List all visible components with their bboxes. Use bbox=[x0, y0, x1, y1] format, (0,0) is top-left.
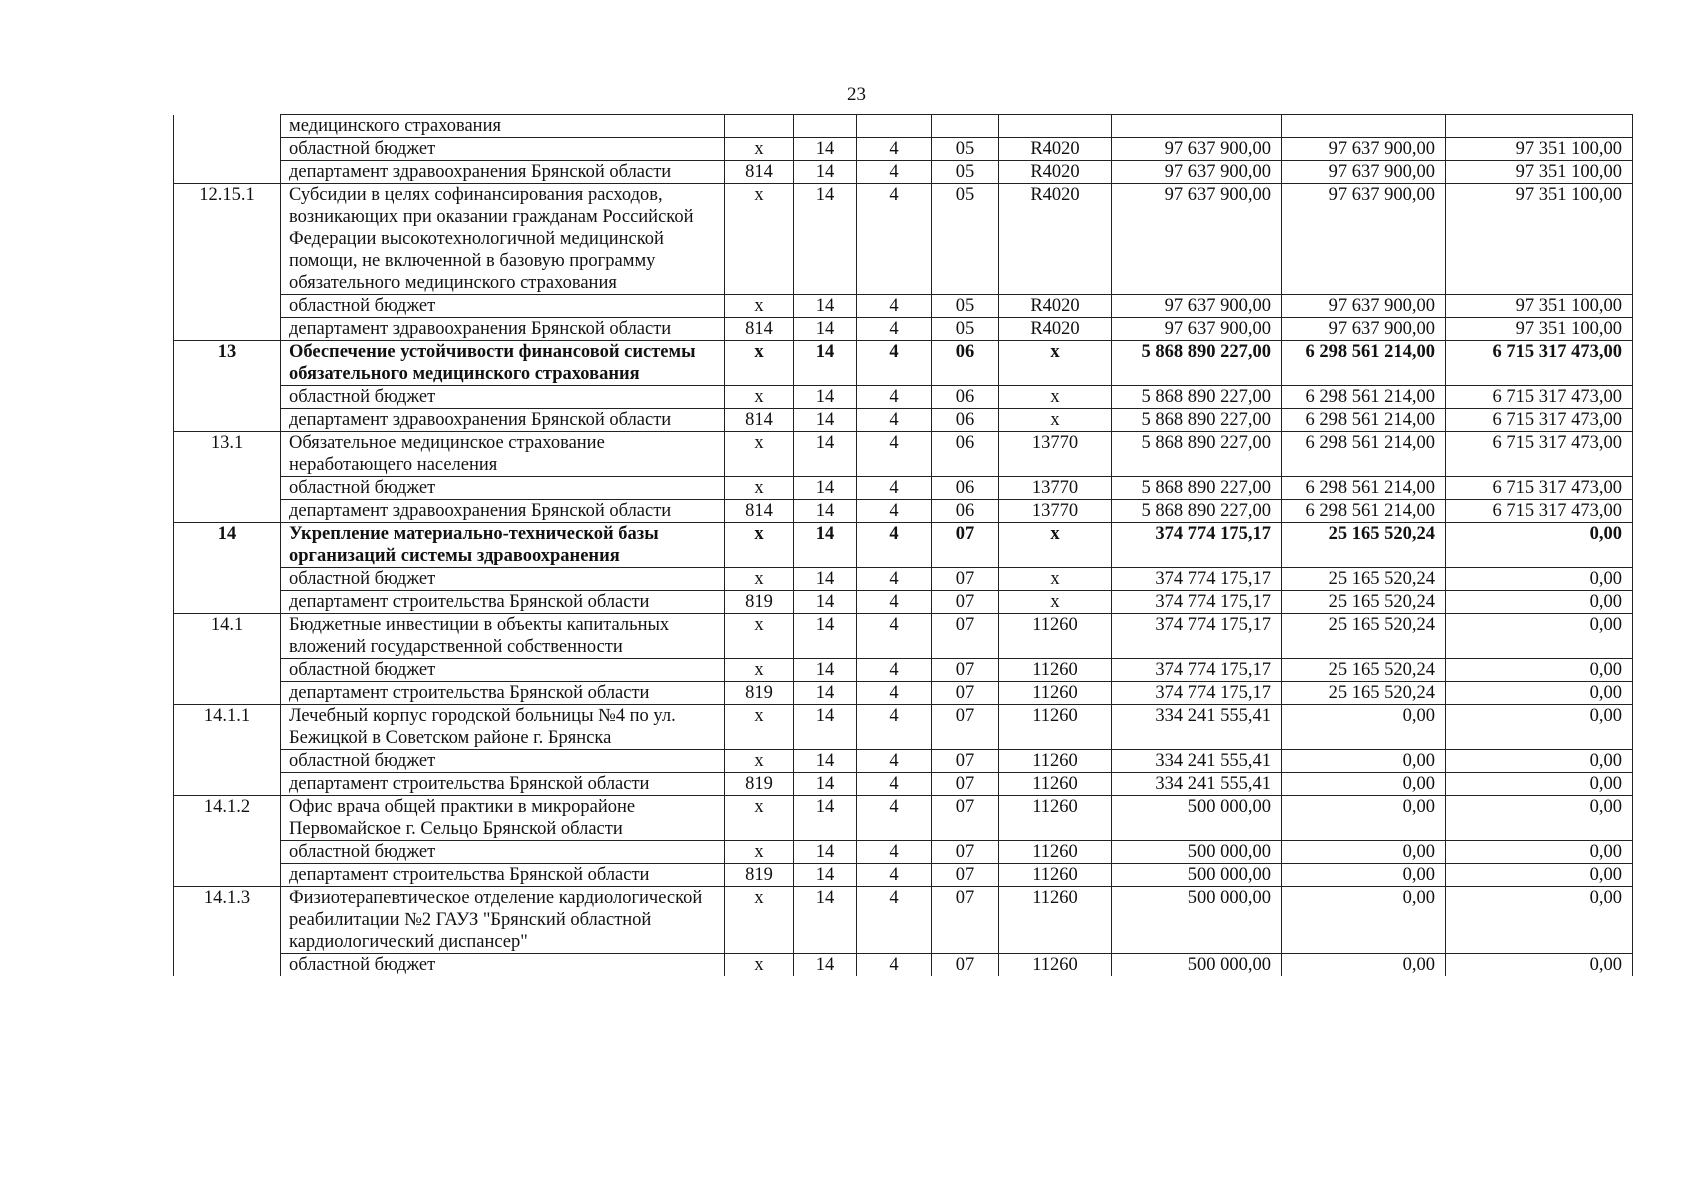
program-code-cell: 14 bbox=[794, 682, 857, 705]
row-number-cell bbox=[174, 115, 281, 138]
item-name-cell: департамент здравоохранения Брянской области bbox=[281, 409, 725, 432]
item-name-cell: областной бюджет bbox=[281, 841, 725, 864]
table-row bbox=[174, 523, 1633, 568]
grbs-code-cell: х bbox=[725, 705, 794, 750]
grbs-code-cell: х bbox=[725, 138, 794, 161]
amount-year-1-cell: 374 774 175,17 bbox=[1112, 591, 1282, 614]
event-code-cell: 06 bbox=[932, 477, 999, 500]
amount-year-3-cell: 0,00 bbox=[1446, 591, 1633, 614]
item-name-cell: Обязательное медицинское страхование неработающего населения bbox=[281, 432, 725, 477]
budget-table bbox=[173, 114, 1633, 976]
amount-year-1-cell: 334 241 555,41 bbox=[1112, 705, 1282, 750]
direction-code-cell: х bbox=[999, 591, 1112, 614]
amount-year-3-cell: 0,00 bbox=[1446, 796, 1633, 841]
amount-year-2-cell: 25 165 520,24 bbox=[1282, 659, 1446, 682]
table-row bbox=[174, 705, 1633, 750]
subprogram-code-cell: 4 bbox=[857, 138, 932, 161]
amount-year-2-cell: 6 298 561 214,00 bbox=[1282, 432, 1446, 477]
event-code-cell: 07 bbox=[932, 523, 999, 568]
event-code-cell: 05 bbox=[932, 138, 999, 161]
amount-year-1-cell: 97 637 900,00 bbox=[1112, 184, 1282, 295]
amount-year-2-cell: 97 637 900,00 bbox=[1282, 295, 1446, 318]
amount-year-2-cell bbox=[1282, 115, 1446, 138]
amount-year-3-cell: 6 715 317 473,00 bbox=[1446, 432, 1633, 477]
item-name-cell: областной бюджет bbox=[281, 386, 725, 409]
row-number-cell bbox=[174, 138, 281, 161]
event-code-cell bbox=[932, 115, 999, 138]
amount-year-2-cell: 25 165 520,24 bbox=[1282, 682, 1446, 705]
grbs-code-cell bbox=[725, 115, 794, 138]
amount-year-1-cell: 5 868 890 227,00 bbox=[1112, 432, 1282, 477]
amount-year-3-cell: 6 715 317 473,00 bbox=[1446, 500, 1633, 523]
amount-year-3-cell: 6 715 317 473,00 bbox=[1446, 341, 1633, 386]
subprogram-code-cell: 4 bbox=[857, 796, 932, 841]
grbs-code-cell: х bbox=[725, 432, 794, 477]
row-number-cell: 12.15.1 bbox=[174, 184, 281, 295]
amount-year-3-cell: 6 715 317 473,00 bbox=[1446, 386, 1633, 409]
direction-code-cell: 11260 bbox=[999, 773, 1112, 796]
subprogram-code-cell: 4 bbox=[857, 841, 932, 864]
direction-code-cell: 11260 bbox=[999, 682, 1112, 705]
event-code-cell: 07 bbox=[932, 568, 999, 591]
row-number-cell bbox=[174, 773, 281, 796]
grbs-code-cell: х bbox=[725, 887, 794, 954]
amount-year-2-cell: 0,00 bbox=[1282, 887, 1446, 954]
amount-year-1-cell: 500 000,00 bbox=[1112, 796, 1282, 841]
event-code-cell: 05 bbox=[932, 161, 999, 184]
grbs-code-cell: 819 bbox=[725, 864, 794, 887]
event-code-cell: 05 bbox=[932, 295, 999, 318]
table-row bbox=[174, 184, 1633, 295]
direction-code-cell: 13770 bbox=[999, 432, 1112, 477]
amount-year-2-cell: 6 298 561 214,00 bbox=[1282, 341, 1446, 386]
program-code-cell: 14 bbox=[794, 341, 857, 386]
amount-year-2-cell: 25 165 520,24 bbox=[1282, 568, 1446, 591]
event-code-cell: 07 bbox=[932, 750, 999, 773]
amount-year-1-cell: 374 774 175,17 bbox=[1112, 682, 1282, 705]
grbs-code-cell: х bbox=[725, 295, 794, 318]
table-row bbox=[174, 682, 1633, 705]
amount-year-1-cell: 97 637 900,00 bbox=[1112, 295, 1282, 318]
direction-code-cell: 11260 bbox=[999, 954, 1112, 977]
table-row bbox=[174, 659, 1633, 682]
direction-code-cell: 11260 bbox=[999, 750, 1112, 773]
amount-year-3-cell: 6 715 317 473,00 bbox=[1446, 477, 1633, 500]
item-name-cell: департамент здравоохранения Брянской области bbox=[281, 161, 725, 184]
grbs-code-cell: х bbox=[725, 568, 794, 591]
subprogram-code-cell: 4 bbox=[857, 954, 932, 977]
row-number-cell bbox=[174, 568, 281, 591]
grbs-code-cell: х bbox=[725, 341, 794, 386]
row-number-cell: 14.1.3 bbox=[174, 887, 281, 954]
amount-year-1-cell: 97 637 900,00 bbox=[1112, 161, 1282, 184]
event-code-cell: 07 bbox=[932, 614, 999, 659]
program-code-cell: 14 bbox=[794, 954, 857, 977]
table-row bbox=[174, 750, 1633, 773]
direction-code-cell: R4020 bbox=[999, 138, 1112, 161]
direction-code-cell: 11260 bbox=[999, 614, 1112, 659]
grbs-code-cell: 819 bbox=[725, 682, 794, 705]
direction-code-cell: 11260 bbox=[999, 864, 1112, 887]
event-code-cell: 07 bbox=[932, 773, 999, 796]
item-name-cell: департамент строительства Брянской области bbox=[281, 682, 725, 705]
table-row bbox=[174, 841, 1633, 864]
amount-year-1-cell: 5 868 890 227,00 bbox=[1112, 386, 1282, 409]
direction-code-cell: R4020 bbox=[999, 295, 1112, 318]
amount-year-1-cell: 500 000,00 bbox=[1112, 864, 1282, 887]
program-code-cell: 14 bbox=[794, 887, 857, 954]
amount-year-2-cell: 97 637 900,00 bbox=[1282, 138, 1446, 161]
program-code-cell: 14 bbox=[794, 161, 857, 184]
program-code-cell: 14 bbox=[794, 841, 857, 864]
grbs-code-cell: х bbox=[725, 841, 794, 864]
amount-year-3-cell: 0,00 bbox=[1446, 750, 1633, 773]
amount-year-2-cell: 0,00 bbox=[1282, 864, 1446, 887]
row-number-cell: 13.1 bbox=[174, 432, 281, 477]
row-number-cell bbox=[174, 295, 281, 318]
grbs-code-cell: 814 bbox=[725, 500, 794, 523]
item-name-cell: департамент здравоохранения Брянской области bbox=[281, 318, 725, 341]
table-row bbox=[174, 432, 1633, 477]
item-name-cell: Укрепление материально-технической базы организаций системы здравоохранения bbox=[281, 523, 725, 568]
table-row bbox=[174, 887, 1633, 954]
grbs-code-cell: 814 bbox=[725, 161, 794, 184]
subprogram-code-cell: 4 bbox=[857, 614, 932, 659]
row-number-cell bbox=[174, 682, 281, 705]
amount-year-1-cell: 500 000,00 bbox=[1112, 954, 1282, 977]
amount-year-3-cell: 97 351 100,00 bbox=[1446, 184, 1633, 295]
amount-year-3-cell: 97 351 100,00 bbox=[1446, 318, 1633, 341]
item-name-cell: Лечебный корпус городской больницы №4 по ул. Бежицкой в Советском районе г. Брянска bbox=[281, 705, 725, 750]
item-name-cell: областной бюджет bbox=[281, 477, 725, 500]
program-code-cell: 14 bbox=[794, 591, 857, 614]
item-name-cell: областной бюджет bbox=[281, 750, 725, 773]
program-code-cell: 14 bbox=[794, 659, 857, 682]
direction-code-cell: х bbox=[999, 386, 1112, 409]
program-code-cell: 14 bbox=[794, 138, 857, 161]
grbs-code-cell: х bbox=[725, 386, 794, 409]
subprogram-code-cell: 4 bbox=[857, 750, 932, 773]
table-row bbox=[174, 500, 1633, 523]
page-number: 23 bbox=[847, 84, 866, 105]
amount-year-1-cell: 5 868 890 227,00 bbox=[1112, 341, 1282, 386]
row-number-cell bbox=[174, 591, 281, 614]
amount-year-3-cell: 97 351 100,00 bbox=[1446, 161, 1633, 184]
amount-year-3-cell: 97 351 100,00 bbox=[1446, 138, 1633, 161]
event-code-cell: 06 bbox=[932, 432, 999, 477]
direction-code-cell: 11260 bbox=[999, 705, 1112, 750]
program-code-cell: 14 bbox=[794, 796, 857, 841]
grbs-code-cell: 819 bbox=[725, 591, 794, 614]
amount-year-1-cell: 334 241 555,41 bbox=[1112, 750, 1282, 773]
table-row bbox=[174, 773, 1633, 796]
amount-year-1-cell: 374 774 175,17 bbox=[1112, 614, 1282, 659]
subprogram-code-cell: 4 bbox=[857, 318, 932, 341]
amount-year-2-cell: 6 298 561 214,00 bbox=[1282, 409, 1446, 432]
event-code-cell: 07 bbox=[932, 705, 999, 750]
event-code-cell: 07 bbox=[932, 887, 999, 954]
event-code-cell: 07 bbox=[932, 659, 999, 682]
event-code-cell: 07 bbox=[932, 796, 999, 841]
amount-year-3-cell: 0,00 bbox=[1446, 841, 1633, 864]
amount-year-3-cell: 0,00 bbox=[1446, 773, 1633, 796]
amount-year-1-cell: 97 637 900,00 bbox=[1112, 318, 1282, 341]
program-code-cell: 14 bbox=[794, 432, 857, 477]
grbs-code-cell: х bbox=[725, 614, 794, 659]
amount-year-2-cell: 97 637 900,00 bbox=[1282, 184, 1446, 295]
item-name-cell: областной бюджет bbox=[281, 295, 725, 318]
direction-code-cell: R4020 bbox=[999, 318, 1112, 341]
direction-code-cell: 11260 bbox=[999, 796, 1112, 841]
direction-code-cell: R4020 bbox=[999, 184, 1112, 295]
table-row bbox=[174, 386, 1633, 409]
event-code-cell: 06 bbox=[932, 409, 999, 432]
amount-year-3-cell: 0,00 bbox=[1446, 568, 1633, 591]
subprogram-code-cell: 4 bbox=[857, 659, 932, 682]
row-number-cell bbox=[174, 841, 281, 864]
subprogram-code-cell: 4 bbox=[857, 591, 932, 614]
program-code-cell: 14 bbox=[794, 568, 857, 591]
subprogram-code-cell: 4 bbox=[857, 705, 932, 750]
amount-year-1-cell: 334 241 555,41 bbox=[1112, 773, 1282, 796]
program-code-cell: 14 bbox=[794, 705, 857, 750]
amount-year-2-cell: 6 298 561 214,00 bbox=[1282, 500, 1446, 523]
amount-year-1-cell: 97 637 900,00 bbox=[1112, 138, 1282, 161]
amount-year-1-cell: 374 774 175,17 bbox=[1112, 659, 1282, 682]
table-row bbox=[174, 568, 1633, 591]
event-code-cell: 05 bbox=[932, 318, 999, 341]
amount-year-1-cell: 5 868 890 227,00 bbox=[1112, 477, 1282, 500]
amount-year-2-cell: 6 298 561 214,00 bbox=[1282, 477, 1446, 500]
amount-year-1-cell: 374 774 175,17 bbox=[1112, 568, 1282, 591]
item-name-cell: медицинского страхования bbox=[281, 115, 725, 138]
direction-code-cell: 11260 bbox=[999, 887, 1112, 954]
program-code-cell: 14 bbox=[794, 409, 857, 432]
event-code-cell: 07 bbox=[932, 864, 999, 887]
table-body bbox=[174, 115, 1633, 977]
item-name-cell: Бюджетные инвестиции в объекты капитальных вложений государственной собственности bbox=[281, 614, 725, 659]
table-row bbox=[174, 341, 1633, 386]
subprogram-code-cell: 4 bbox=[857, 500, 932, 523]
amount-year-2-cell: 0,00 bbox=[1282, 773, 1446, 796]
program-code-cell: 14 bbox=[794, 614, 857, 659]
subprogram-code-cell: 4 bbox=[857, 295, 932, 318]
grbs-code-cell: 819 bbox=[725, 773, 794, 796]
amount-year-1-cell: 500 000,00 bbox=[1112, 887, 1282, 954]
item-name-cell: областной бюджет bbox=[281, 659, 725, 682]
row-number-cell: 14 bbox=[174, 523, 281, 568]
direction-code-cell: х bbox=[999, 568, 1112, 591]
grbs-code-cell: 814 bbox=[725, 318, 794, 341]
program-code-cell: 14 bbox=[794, 184, 857, 295]
direction-code-cell: 11260 bbox=[999, 841, 1112, 864]
table-row bbox=[174, 295, 1633, 318]
grbs-code-cell: х bbox=[725, 796, 794, 841]
grbs-code-cell: х bbox=[725, 750, 794, 773]
amount-year-2-cell: 0,00 bbox=[1282, 954, 1446, 977]
item-name-cell: департамент строительства Брянской области bbox=[281, 773, 725, 796]
direction-code-cell bbox=[999, 115, 1112, 138]
table-row bbox=[174, 864, 1633, 887]
subprogram-code-cell: 4 bbox=[857, 568, 932, 591]
program-code-cell: 14 bbox=[794, 864, 857, 887]
amount-year-2-cell: 97 637 900,00 bbox=[1282, 161, 1446, 184]
amount-year-3-cell: 0,00 bbox=[1446, 682, 1633, 705]
row-number-cell bbox=[174, 864, 281, 887]
table-row bbox=[174, 477, 1633, 500]
item-name-cell: Физиотерапевтическое отделение кардиологической реабилитации №2 ГАУЗ "Брянский областной кардиологический диспансер" bbox=[281, 887, 725, 954]
subprogram-code-cell bbox=[857, 115, 932, 138]
direction-code-cell: х bbox=[999, 409, 1112, 432]
item-name-cell: областной бюджет bbox=[281, 138, 725, 161]
item-name-cell: Обеспечение устойчивости финансовой системы обязательного медицинского страхования bbox=[281, 341, 725, 386]
program-code-cell: 14 bbox=[794, 773, 857, 796]
event-code-cell: 06 bbox=[932, 500, 999, 523]
item-name-cell: областной бюджет bbox=[281, 568, 725, 591]
amount-year-3-cell: 0,00 bbox=[1446, 614, 1633, 659]
grbs-code-cell: 814 bbox=[725, 409, 794, 432]
table-row bbox=[174, 591, 1633, 614]
item-name-cell: Офис врача общей практики в микрорайоне Первомайское г. Сельцо Брянской области bbox=[281, 796, 725, 841]
subprogram-code-cell: 4 bbox=[857, 341, 932, 386]
amount-year-2-cell: 97 637 900,00 bbox=[1282, 318, 1446, 341]
subprogram-code-cell: 4 bbox=[857, 184, 932, 295]
amount-year-2-cell: 25 165 520,24 bbox=[1282, 591, 1446, 614]
amount-year-2-cell: 6 298 561 214,00 bbox=[1282, 386, 1446, 409]
direction-code-cell: х bbox=[999, 341, 1112, 386]
row-number-cell bbox=[174, 659, 281, 682]
subprogram-code-cell: 4 bbox=[857, 773, 932, 796]
table-row bbox=[174, 954, 1633, 977]
amount-year-2-cell: 25 165 520,24 bbox=[1282, 614, 1446, 659]
event-code-cell: 06 bbox=[932, 341, 999, 386]
amount-year-2-cell: 0,00 bbox=[1282, 750, 1446, 773]
subprogram-code-cell: 4 bbox=[857, 477, 932, 500]
subprogram-code-cell: 4 bbox=[857, 682, 932, 705]
item-name-cell: департамент здравоохранения Брянской области bbox=[281, 500, 725, 523]
row-number-cell bbox=[174, 954, 281, 977]
grbs-code-cell: х bbox=[725, 184, 794, 295]
table-row bbox=[174, 161, 1633, 184]
amount-year-3-cell: 0,00 bbox=[1446, 864, 1633, 887]
amount-year-1-cell: 374 774 175,17 bbox=[1112, 523, 1282, 568]
subprogram-code-cell: 4 bbox=[857, 409, 932, 432]
row-number-cell bbox=[174, 161, 281, 184]
table-row bbox=[174, 318, 1633, 341]
direction-code-cell: 13770 bbox=[999, 477, 1112, 500]
program-code-cell: 14 bbox=[794, 386, 857, 409]
program-code-cell: 14 bbox=[794, 523, 857, 568]
amount-year-1-cell: 5 868 890 227,00 bbox=[1112, 409, 1282, 432]
item-name-cell: областной бюджет bbox=[281, 954, 725, 977]
direction-code-cell: 13770 bbox=[999, 500, 1112, 523]
grbs-code-cell: х bbox=[725, 954, 794, 977]
table-row bbox=[174, 614, 1633, 659]
subprogram-code-cell: 4 bbox=[857, 432, 932, 477]
amount-year-2-cell: 25 165 520,24 bbox=[1282, 523, 1446, 568]
row-number-cell: 13 bbox=[174, 341, 281, 386]
event-code-cell: 07 bbox=[932, 841, 999, 864]
table-row bbox=[174, 409, 1633, 432]
grbs-code-cell: х bbox=[725, 477, 794, 500]
table-row bbox=[174, 138, 1633, 161]
row-number-cell bbox=[174, 750, 281, 773]
amount-year-1-cell bbox=[1112, 115, 1282, 138]
amount-year-3-cell bbox=[1446, 115, 1633, 138]
amount-year-3-cell: 6 715 317 473,00 bbox=[1446, 409, 1633, 432]
program-code-cell: 14 bbox=[794, 318, 857, 341]
event-code-cell: 07 bbox=[932, 591, 999, 614]
subprogram-code-cell: 4 bbox=[857, 386, 932, 409]
row-number-cell: 14.1 bbox=[174, 614, 281, 659]
amount-year-3-cell: 0,00 bbox=[1446, 659, 1633, 682]
item-name-cell: департамент строительства Брянской области bbox=[281, 591, 725, 614]
item-name-cell: департамент строительства Брянской области bbox=[281, 864, 725, 887]
grbs-code-cell: х bbox=[725, 523, 794, 568]
grbs-code-cell: х bbox=[725, 659, 794, 682]
subprogram-code-cell: 4 bbox=[857, 887, 932, 954]
row-number-cell bbox=[174, 409, 281, 432]
amount-year-2-cell: 0,00 bbox=[1282, 705, 1446, 750]
row-number-cell bbox=[174, 477, 281, 500]
item-name-cell: Субсидии в целях софинансирования расходов, возникающих при оказании гражданам Российской Федерации высокотехнологичной медицинской помощи, не включенной в базовую программу обязательного медицинского страхования bbox=[281, 184, 725, 295]
amount-year-3-cell: 0,00 bbox=[1446, 523, 1633, 568]
direction-code-cell: х bbox=[999, 523, 1112, 568]
row-number-cell bbox=[174, 386, 281, 409]
event-code-cell: 05 bbox=[932, 184, 999, 295]
row-number-cell: 14.1.2 bbox=[174, 796, 281, 841]
amount-year-1-cell: 500 000,00 bbox=[1112, 841, 1282, 864]
subprogram-code-cell: 4 bbox=[857, 161, 932, 184]
direction-code-cell: 11260 bbox=[999, 659, 1112, 682]
amount-year-3-cell: 0,00 bbox=[1446, 954, 1633, 977]
event-code-cell: 07 bbox=[932, 682, 999, 705]
row-number-cell: 14.1.1 bbox=[174, 705, 281, 750]
direction-code-cell: R4020 bbox=[999, 161, 1112, 184]
program-code-cell: 14 bbox=[794, 477, 857, 500]
amount-year-3-cell: 0,00 bbox=[1446, 705, 1633, 750]
amount-year-2-cell: 0,00 bbox=[1282, 796, 1446, 841]
row-number-cell bbox=[174, 318, 281, 341]
amount-year-3-cell: 97 351 100,00 bbox=[1446, 295, 1633, 318]
table-row bbox=[174, 115, 1633, 138]
program-code-cell: 14 bbox=[794, 750, 857, 773]
row-number-cell bbox=[174, 500, 281, 523]
program-code-cell bbox=[794, 115, 857, 138]
event-code-cell: 06 bbox=[932, 386, 999, 409]
subprogram-code-cell: 4 bbox=[857, 523, 932, 568]
amount-year-3-cell: 0,00 bbox=[1446, 887, 1633, 954]
subprogram-code-cell: 4 bbox=[857, 864, 932, 887]
amount-year-1-cell: 5 868 890 227,00 bbox=[1112, 500, 1282, 523]
program-code-cell: 14 bbox=[794, 295, 857, 318]
event-code-cell: 07 bbox=[932, 954, 999, 977]
table-row bbox=[174, 796, 1633, 841]
program-code-cell: 14 bbox=[794, 500, 857, 523]
amount-year-2-cell: 0,00 bbox=[1282, 841, 1446, 864]
